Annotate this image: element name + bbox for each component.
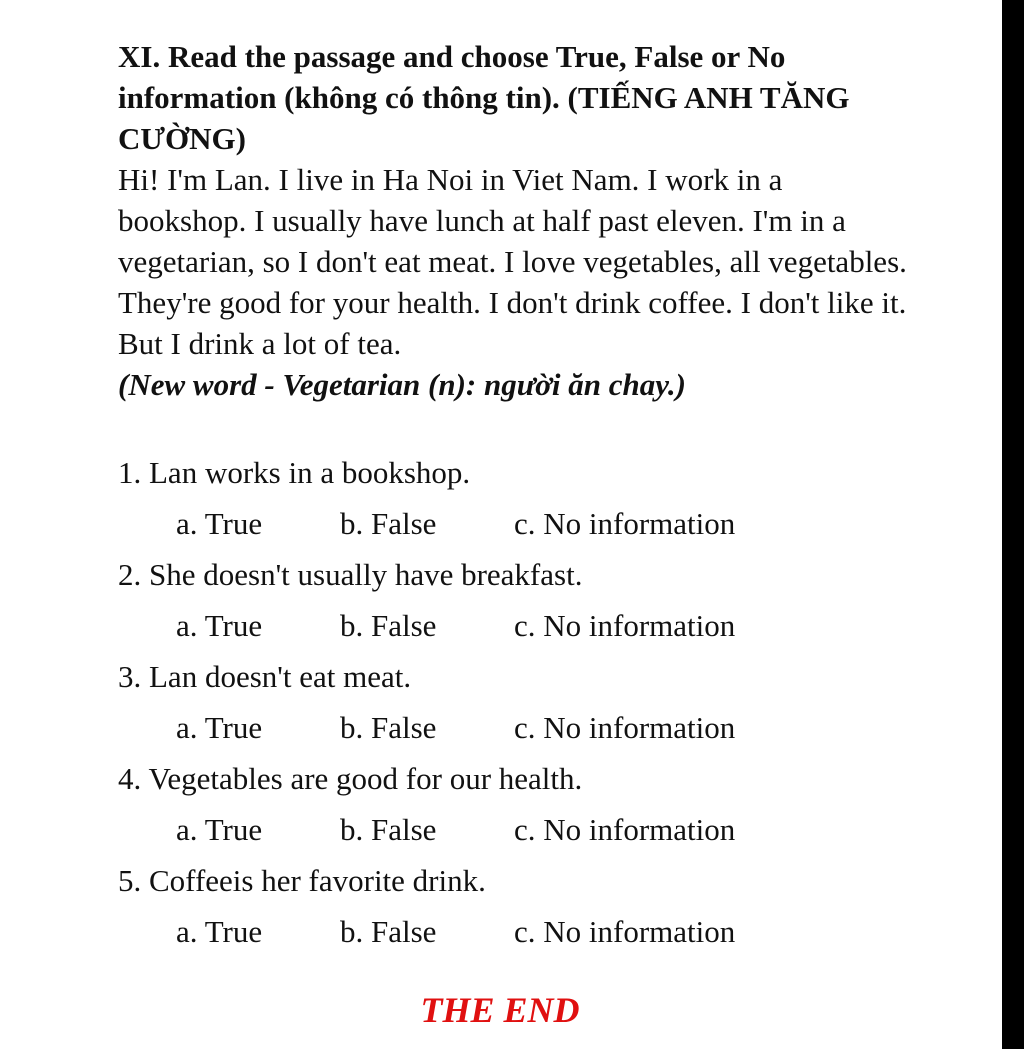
option-no-information[interactable]: c. No information xyxy=(514,506,736,541)
option-false[interactable]: b. False xyxy=(340,608,437,643)
question-list xyxy=(118,447,918,957)
right-edge-bar xyxy=(1002,0,1024,1049)
question-text: 3. Lan doesn't eat meat. xyxy=(118,659,412,694)
option-no-information[interactable]: c. No information xyxy=(514,914,736,949)
question-text: 5. Coffeeis her favorite drink. xyxy=(118,863,486,898)
exercise-heading: XI. Read the passage and choose True, False or No information (không có thông tin). (TIẾNG ANH TĂNG CƯỜNG) xyxy=(118,39,850,156)
question-item xyxy=(118,651,918,753)
option-false[interactable]: b. False xyxy=(340,506,437,541)
question-text: 1. Lan works in a bookshop. xyxy=(118,455,471,490)
option-true[interactable]: a. True xyxy=(176,608,263,643)
answer-options xyxy=(118,600,918,651)
option-true[interactable]: a. True xyxy=(176,914,263,949)
question-item xyxy=(118,549,918,651)
answer-options xyxy=(118,906,918,957)
question-item xyxy=(118,447,918,549)
question-text: 2. She doesn't usually have breakfast. xyxy=(118,557,583,592)
reading-passage: Hi! I'm Lan. I live in Ha Noi in Viet Nam. I work in a bookshop. I usually have lunch at half past eleven. I'm in a vegetarian, so I don't eat meat. I love vegetables, all vegetables. They're good for your health. I don't drink coffee. I don't like it. But I drink a lot of tea. xyxy=(118,162,907,361)
option-true[interactable]: a. True xyxy=(176,506,263,541)
the-end-footer: THE END xyxy=(420,990,580,1030)
option-no-information[interactable]: c. No information xyxy=(514,710,736,745)
vocabulary-note: (New word - Vegetarian (n): người ăn chay.) xyxy=(118,367,686,402)
option-true[interactable]: a. True xyxy=(176,812,263,847)
option-no-information[interactable]: c. No information xyxy=(514,812,736,847)
option-true[interactable]: a. True xyxy=(176,710,263,745)
worksheet xyxy=(118,36,918,957)
option-false[interactable]: b. False xyxy=(340,710,437,745)
option-no-information[interactable]: c. No information xyxy=(514,608,736,643)
answer-options xyxy=(118,804,918,855)
option-false[interactable]: b. False xyxy=(340,914,437,949)
answer-options xyxy=(118,498,918,549)
question-item xyxy=(118,753,918,855)
option-false[interactable]: b. False xyxy=(340,812,437,847)
answer-options xyxy=(118,702,918,753)
question-item xyxy=(118,855,918,957)
question-text: 4. Vegetables are good for our health. xyxy=(118,761,583,796)
